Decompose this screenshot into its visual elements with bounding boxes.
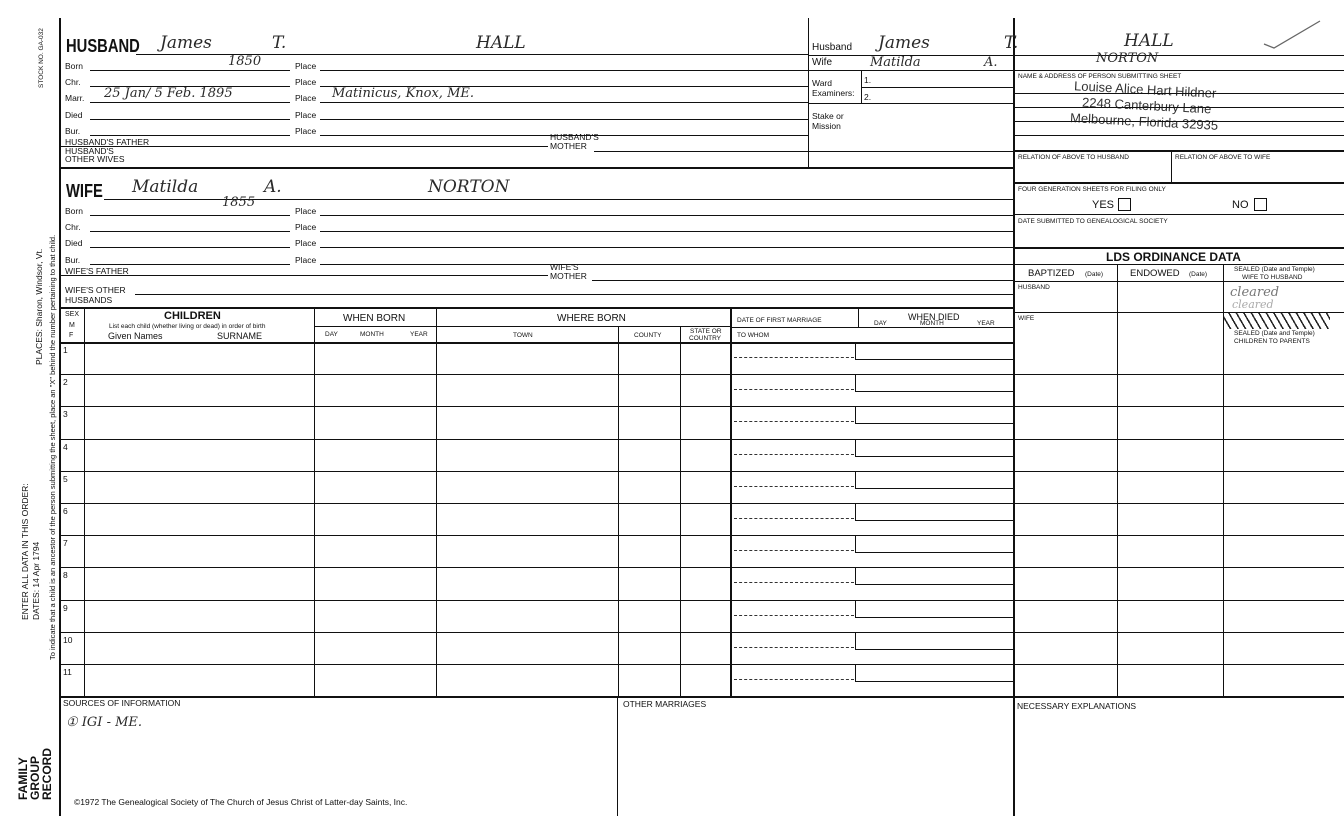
wife-given-name: Matilda bbox=[132, 177, 199, 197]
to-whom-label: TO WHOM bbox=[737, 332, 770, 339]
submitter-name: Louise Alice Hart Hildner bbox=[1073, 78, 1217, 101]
died-box-edge bbox=[855, 504, 856, 521]
line bbox=[320, 119, 808, 120]
child-row-number: 10 bbox=[63, 634, 73, 645]
rh-husband-surname: HALL bbox=[1124, 31, 1174, 51]
husband-father-label: HUSBAND'S FATHER bbox=[65, 137, 150, 147]
sealed-children-label: SEALED (Date and Temple) bbox=[1234, 330, 1315, 337]
given-names-label: Given Names bbox=[108, 331, 163, 341]
marriage-place: Matinicus, Knox, ME. bbox=[332, 86, 475, 101]
child-row-divider bbox=[60, 406, 1344, 407]
child-row-number: 7 bbox=[63, 538, 68, 549]
marriage-date-dashline bbox=[734, 647, 854, 648]
cleared-note-1: cleared bbox=[1230, 285, 1280, 300]
line bbox=[60, 696, 1344, 698]
date-submitted-label: DATE SUBMITTED TO GENEALOGICAL SOCIETY bbox=[1018, 218, 1168, 225]
died-box-edge bbox=[855, 407, 856, 424]
child-row-number: 9 bbox=[63, 602, 68, 613]
child-row-divider bbox=[60, 632, 1344, 633]
town-label: TOWN bbox=[513, 332, 533, 339]
line bbox=[1015, 107, 1344, 108]
line bbox=[320, 215, 1013, 216]
first-marriage-label: DATE OF FIRST MARRIAGE bbox=[737, 317, 822, 324]
sources-label: SOURCES OF INFORMATION bbox=[63, 698, 181, 708]
died-box-line bbox=[855, 488, 1013, 489]
line bbox=[314, 326, 436, 327]
husband-heading: HUSBAND bbox=[66, 36, 140, 56]
wife-chr-place-label: Place bbox=[295, 222, 317, 232]
line bbox=[60, 342, 1013, 344]
line bbox=[320, 247, 1013, 248]
lds-husband-label: HUSBAND bbox=[1018, 284, 1050, 291]
died-box-edge bbox=[855, 665, 856, 682]
rh-husband-given: James bbox=[878, 33, 930, 53]
children-title: CHILDREN bbox=[164, 310, 221, 322]
child-row-divider bbox=[60, 600, 1344, 601]
line bbox=[90, 102, 290, 103]
child-row-divider bbox=[60, 471, 1344, 472]
ancestor-instruction: To indicate that a child is an ancestor of the person submitting the sheet, place an "X" behind the number pertaining to that child. bbox=[48, 234, 57, 660]
husband-bur-label: Bur. bbox=[65, 126, 81, 136]
wife-chr-label: Chr. bbox=[65, 222, 81, 232]
line bbox=[60, 275, 548, 276]
sealed-children-label-2: CHILDREN TO PARENTS bbox=[1234, 338, 1310, 345]
lds-title: LDS ORDINANCE DATA bbox=[1106, 250, 1241, 264]
husband-born-year: 1850 bbox=[228, 54, 262, 69]
child-row-number: 1 bbox=[63, 345, 68, 355]
line bbox=[90, 264, 290, 265]
died-box-line bbox=[855, 391, 1013, 392]
line bbox=[60, 167, 1013, 169]
line bbox=[1015, 214, 1344, 215]
wife-father-label: WIFE'S FATHER bbox=[65, 266, 129, 276]
line bbox=[808, 103, 1013, 104]
line bbox=[320, 102, 808, 103]
marriage-date-dashline bbox=[734, 486, 854, 487]
line bbox=[680, 326, 681, 696]
marriage-date-dashline bbox=[734, 615, 854, 616]
line bbox=[617, 696, 618, 816]
line bbox=[436, 326, 731, 327]
marriage-date-dashline bbox=[734, 454, 854, 455]
child-row-divider bbox=[60, 439, 1344, 440]
marriage-date: 25 Jan/ 5 Feb. 1895 bbox=[104, 86, 233, 101]
hatched-area bbox=[1224, 313, 1330, 329]
died-box-line bbox=[855, 359, 1013, 360]
sex-f-label: F bbox=[69, 332, 74, 339]
husband-marr-place-label: Place bbox=[295, 93, 317, 103]
child-row-number: 4 bbox=[63, 441, 68, 452]
line bbox=[90, 247, 290, 248]
other-marriages-label: OTHER MARRIAGES bbox=[623, 699, 707, 709]
line bbox=[320, 231, 1013, 232]
child-row-divider bbox=[60, 374, 1344, 375]
check-mark-icon bbox=[1262, 18, 1322, 52]
line bbox=[1171, 151, 1172, 183]
line bbox=[135, 294, 1013, 295]
husband-given-name: James bbox=[160, 33, 212, 53]
wife-surname: NORTON bbox=[428, 177, 510, 197]
line bbox=[90, 119, 290, 120]
line bbox=[1015, 264, 1344, 265]
mission-label: Mission bbox=[812, 121, 841, 131]
line bbox=[1015, 247, 1344, 249]
sex-label: SEX bbox=[65, 311, 80, 318]
line bbox=[90, 70, 290, 71]
header-divider bbox=[808, 18, 809, 168]
four-gen-label: FOUR GENERATION SHEETS FOR FILING ONLY bbox=[1018, 186, 1166, 193]
died-box-edge bbox=[855, 601, 856, 618]
died-box-edge bbox=[855, 472, 856, 489]
rh-husband-label: Husband bbox=[812, 42, 853, 53]
rh-wife-label: Wife bbox=[812, 57, 832, 68]
line bbox=[1015, 135, 1344, 136]
line bbox=[808, 70, 1344, 71]
wife-middle-initial: A. bbox=[264, 177, 282, 197]
sealed-wife-label-2: WIFE TO HUSBAND bbox=[1242, 274, 1303, 281]
died-box-edge bbox=[855, 440, 856, 457]
husband-middle-initial: T. bbox=[272, 33, 287, 53]
died-box-line bbox=[855, 423, 1013, 424]
died-year-label: YEAR bbox=[977, 320, 995, 327]
born-month-label: MONTH bbox=[360, 331, 384, 338]
county-label: COUNTY bbox=[634, 332, 662, 339]
child-row-number: 6 bbox=[63, 506, 68, 516]
husband-surname: HALL bbox=[476, 33, 526, 53]
examiners-label: Examiners: bbox=[812, 88, 855, 98]
copyright-notice: ©1972 The Genealogical Society of The Church of Jesus Christ of Latter-day Saints, Inc. bbox=[74, 797, 408, 807]
marriage-date-dashline bbox=[734, 357, 854, 358]
marriage-date-dashline bbox=[734, 389, 854, 390]
wife-bur-label: Bur. bbox=[65, 255, 81, 265]
no-checkbox[interactable] bbox=[1254, 198, 1267, 211]
surname-label: SURNAME bbox=[217, 331, 263, 341]
where-born-label: WHERE BORN bbox=[557, 313, 626, 324]
wife-born-place-label: Place bbox=[295, 206, 317, 216]
line bbox=[618, 326, 619, 696]
child-row-number: 11 bbox=[63, 667, 72, 677]
sex-m-label: M bbox=[69, 322, 75, 329]
born-day-label: DAY bbox=[325, 331, 338, 338]
line bbox=[592, 280, 1013, 281]
died-day-label: DAY bbox=[874, 320, 887, 327]
sealed-wife-label: SEALED (Date and Temple) bbox=[1234, 266, 1315, 273]
wife-heading: WIFE bbox=[66, 181, 103, 201]
line bbox=[1015, 281, 1344, 282]
line bbox=[320, 70, 808, 71]
cleared-note-2: cleared bbox=[1232, 298, 1274, 311]
line bbox=[1015, 182, 1344, 184]
born-year-label: YEAR bbox=[410, 331, 428, 338]
line bbox=[60, 307, 1013, 309]
line bbox=[594, 151, 1013, 152]
died-box-line bbox=[855, 649, 1013, 650]
places-instruction: PLACES: Sharon, Windsor, Vt. bbox=[34, 248, 44, 365]
rh-wife-middle: A. bbox=[984, 55, 998, 70]
submitter-label: NAME & ADDRESS OF PERSON SUBMITTING SHEET bbox=[1018, 73, 1182, 80]
child-row-divider bbox=[60, 503, 1344, 504]
husband-died-label: Died bbox=[65, 110, 83, 120]
line bbox=[436, 307, 437, 696]
husband-chr-label: Chr. bbox=[65, 77, 81, 87]
wife-mother-label: WIFE'S MOTHER bbox=[550, 262, 587, 281]
husband-bur-place-label: Place bbox=[295, 126, 317, 136]
state-label: STATE OR bbox=[690, 328, 722, 335]
rh-wife-given: Matilda bbox=[870, 55, 921, 70]
yes-checkbox[interactable] bbox=[1118, 198, 1131, 211]
line bbox=[84, 307, 85, 696]
child-row-divider bbox=[60, 567, 1344, 568]
husband-born-place-label: Place bbox=[295, 61, 317, 71]
rh-husband-middle: T. bbox=[1004, 33, 1019, 53]
relation-wife-label: RELATION OF ABOVE TO WIFE bbox=[1175, 154, 1271, 161]
child-row-divider bbox=[60, 535, 1344, 536]
died-box-edge bbox=[855, 343, 856, 360]
died-box-line bbox=[855, 456, 1013, 457]
line bbox=[90, 231, 290, 232]
ward-label: Ward bbox=[812, 78, 832, 88]
line bbox=[858, 307, 859, 327]
marriage-date-dashline bbox=[734, 518, 854, 519]
child-row-number: 5 bbox=[63, 473, 68, 484]
died-box-edge bbox=[855, 633, 856, 650]
wife-died-place-label: Place bbox=[295, 238, 317, 248]
marriage-date-dashline bbox=[734, 421, 854, 422]
wife-bur-place-label: Place bbox=[295, 255, 317, 265]
examiner-1: 1. bbox=[864, 75, 872, 85]
husband-other-wives-label: HUSBAND'S OTHER WIVES bbox=[65, 146, 125, 164]
family-group-record-title: FAMILY GROUP RECORD bbox=[16, 747, 54, 800]
submitter-city: Melbourne, Florida 32935 bbox=[1069, 110, 1219, 133]
child-row-number: 8 bbox=[63, 570, 68, 581]
line bbox=[861, 87, 1013, 88]
country-label: COUNTRY bbox=[689, 335, 722, 342]
line bbox=[1015, 93, 1344, 94]
when-born-label: WHEN BORN bbox=[343, 313, 406, 324]
husband-born-label: Born bbox=[65, 61, 83, 71]
submitter-street: 2248 Canterbury Lane bbox=[1081, 94, 1212, 117]
line bbox=[90, 135, 290, 136]
wife-born-label: Born bbox=[65, 206, 83, 216]
necessary-explanations-label: NECESSARY EXPLANATIONS bbox=[1017, 701, 1137, 711]
husband-mother-label: HUSBAND'S MOTHER bbox=[550, 132, 599, 151]
child-row-divider bbox=[60, 664, 1344, 665]
baptized-date-label: (Date) bbox=[1085, 271, 1104, 278]
no-label: NO bbox=[1232, 199, 1249, 211]
died-box-line bbox=[855, 552, 1013, 553]
wife-other-husbands-label: WIFE'S OTHER HUSBANDS bbox=[65, 285, 126, 305]
died-box-edge bbox=[855, 375, 856, 392]
relation-husband-label: RELATION OF ABOVE TO HUSBAND bbox=[1018, 154, 1129, 161]
line bbox=[731, 327, 1013, 328]
husband-chr-place-label: Place bbox=[295, 77, 317, 87]
enter-order-instruction: ENTER ALL DATA IN THIS ORDER: bbox=[20, 483, 30, 620]
endowed-date-label: (Date) bbox=[1189, 271, 1208, 278]
marriage-date-dashline bbox=[734, 582, 854, 583]
line bbox=[1015, 150, 1344, 152]
wife-died-label: Died bbox=[65, 238, 83, 248]
sources-value: ① IGI - ME. bbox=[66, 715, 143, 730]
lds-wife-label: WIFE bbox=[1018, 315, 1035, 322]
died-box-line bbox=[855, 584, 1013, 585]
line bbox=[1015, 121, 1344, 122]
rh-wife-surname: NORTON bbox=[1096, 51, 1159, 66]
wife-born-year: 1855 bbox=[222, 195, 256, 210]
child-row-number: 3 bbox=[63, 409, 68, 420]
husband-marr-label: Marr. bbox=[65, 93, 85, 103]
died-box-edge bbox=[855, 568, 856, 585]
examiner-2: 2. bbox=[864, 92, 872, 102]
child-row-number: 2 bbox=[63, 377, 68, 388]
died-box-edge bbox=[855, 536, 856, 553]
children-instruction: List each child (whether living or dead) in order of birth bbox=[109, 323, 266, 330]
yes-label: YES bbox=[1092, 199, 1115, 211]
line bbox=[314, 307, 315, 696]
dates-instruction: DATES: 14 Apr 1794 bbox=[31, 541, 41, 620]
died-box-line bbox=[855, 520, 1013, 521]
marriage-date-dashline bbox=[734, 679, 854, 680]
line bbox=[730, 307, 732, 696]
husband-died-place-label: Place bbox=[295, 110, 317, 120]
marriage-date-dashline bbox=[734, 550, 854, 551]
line bbox=[90, 215, 290, 216]
line bbox=[320, 264, 1013, 265]
stock-number: STOCK NO. GA-032 bbox=[38, 28, 45, 88]
died-month-label: MONTH bbox=[920, 320, 944, 327]
endowed-label: ENDOWED bbox=[1130, 268, 1180, 279]
baptized-label: BAPTIZED bbox=[1028, 268, 1075, 279]
died-box-line bbox=[855, 681, 1013, 682]
when-died-label: WHEN DIED bbox=[908, 312, 960, 322]
died-box-line bbox=[855, 617, 1013, 618]
stake-label: Stake or bbox=[812, 111, 844, 121]
